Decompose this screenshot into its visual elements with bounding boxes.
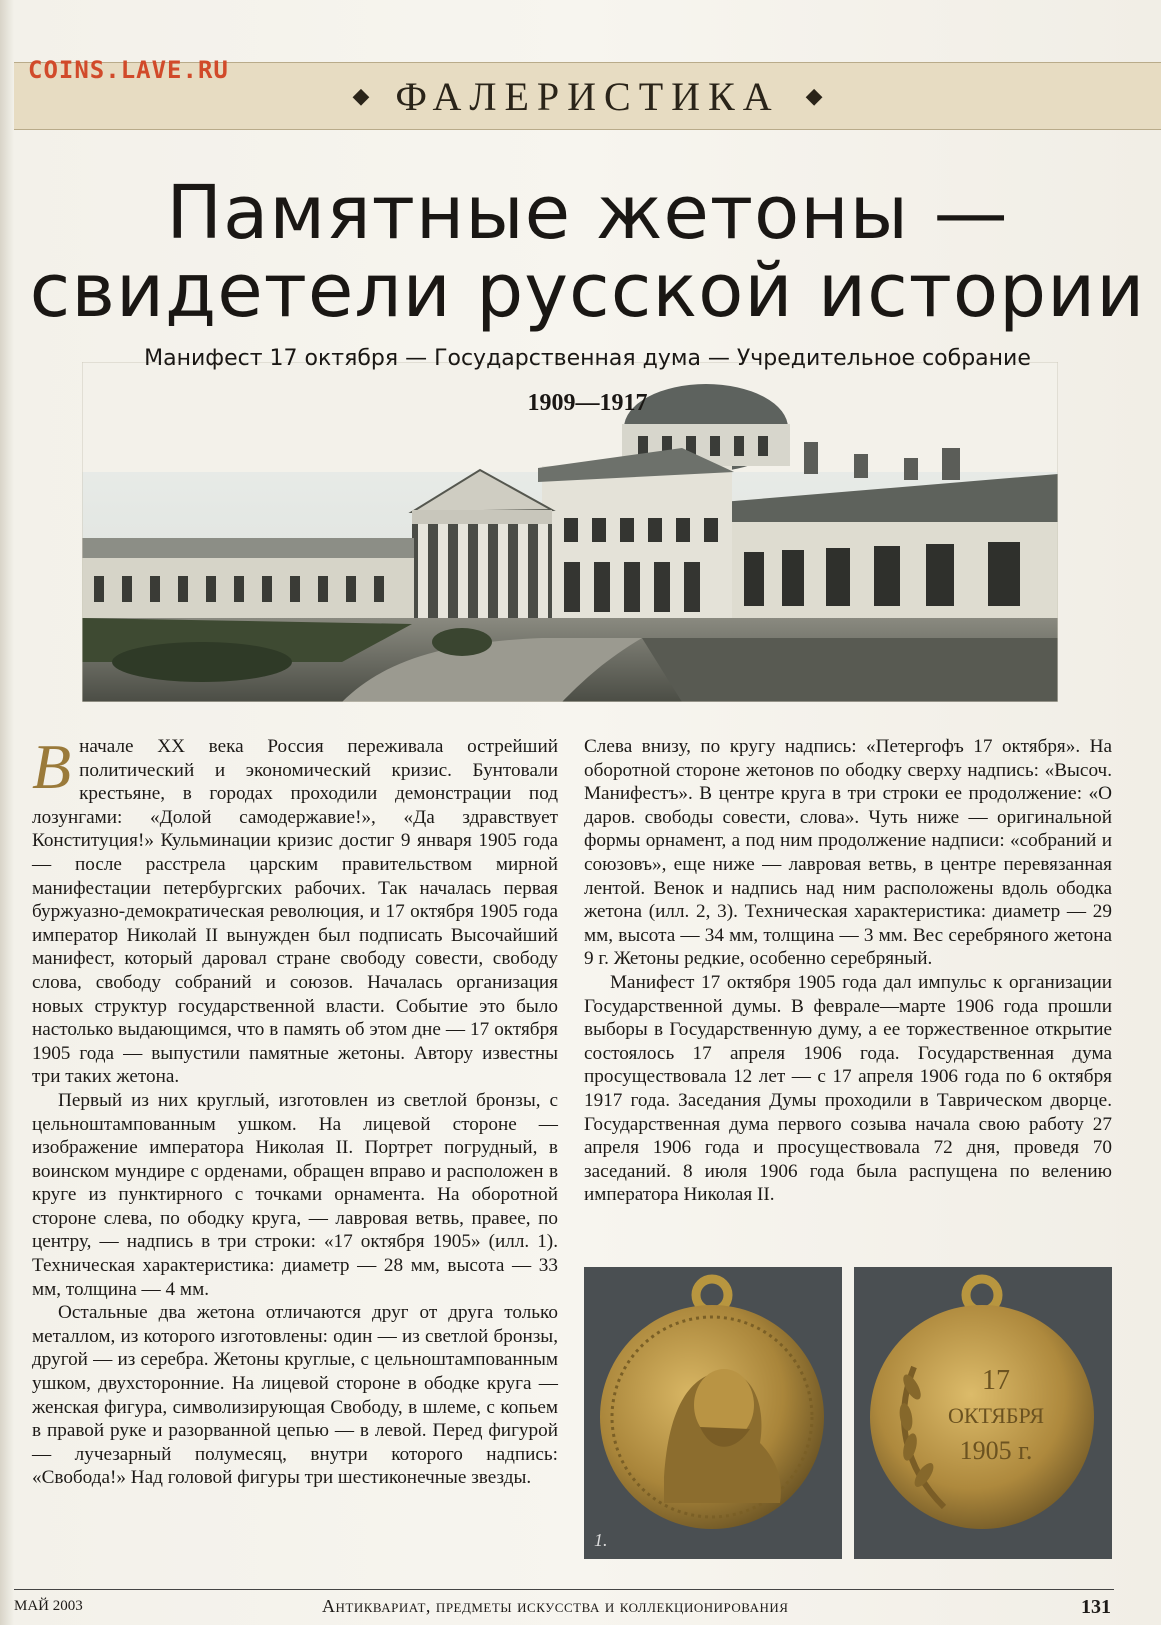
coin-obverse-image (584, 1267, 842, 1559)
coin-reverse-text-1: 17 (982, 1365, 1010, 1396)
paragraph: Слева внизу, по кругу надпись: «Петергофъ 17 октября». На оборотной стороне жетонов по ободку сверху надпись: «Высоч. Манифестъ». В центре круга в три строки ее продолжение: «О даров. свободы совести, слова». Чуть ниже — оригинальной формы орнамент, а под ним продолжение надписи: «собраний и союзовъ», еще ниже — лавровая ветвь, в центре перевязанная лентой. Венок и надпись над ним расположены вдоль ободка жетона (илл. 2, 3). Техническая характеристика: диаметр — 29 мм, высота — 34 мм, толщина — 3 мм. Вес серебряного жетона 9 г. Жетоны редкие, особенно серебряный. (584, 736, 1112, 970)
paragraph-text: начале XX века Россия переживала острейший политический и экономический кризис. Бунтовали крестьяне, в городах проходили демонстрации под лозунгами: «Долой самодержавие!», «Да здравствует Конституция!» Кульминации кризис достиг 9 января 1905 года — после расстрела царским правительством мирной манифестации петербургских рабочих. Так началась первая буржуазно-демократическая революция, и 17 октября 1905 года император Николай II вынужден был подписать Высочайший манифест, который даровал стране свободу совести, свободу слова, свободу собраний и союзов. Началась организация новых структур государственной власти. Событие это было настолько выдающимся, что в память об этом дне — 17 октября 1905 года — выпустили памятные жетоны. Автору известны три таких жетона. (32, 736, 558, 1088)
article-subtitle: Манифест 17 октября — Государственная дума — Учредительное собрание (144, 346, 1031, 371)
drop-cap: В (32, 731, 72, 802)
footer-rule (14, 1589, 1114, 1590)
coin-photo-reverse (854, 1267, 1112, 1559)
illustration-number: 1. (594, 1530, 608, 1550)
diamond-right-icon: ◆ (805, 83, 823, 109)
text-column-left (32, 731, 558, 1490)
coin-reverse-text-3: 1905 г. (959, 1436, 1033, 1465)
paragraph: Манифест 17 октября 1905 года дал импульс к организации Государственной думы. В феврале—марте 1906 года прошли выборы в Государственную думу, а ее торжественное открытие состоялось 17 апреля 1906 года. Государственная дума просуществовала 12 лет — с 17 апреля 1906 года по 6 октября 1917 года. Заседания Думы проходили в Таврическом дворце. Государственная дума первого созыва начала свою работу 27 апреля 1906 года и просуществовала 72 дня, проведя 70 заседаний. 8 июля 1906 года была распущена по велению императора Николая II. (584, 971, 1112, 1206)
paragraph (32, 731, 558, 1089)
coin-reverse-text-2: ОКТЯБРЯ (948, 1403, 1044, 1428)
page-number: 131 (1081, 1596, 1111, 1618)
article-years: 1909—1917 (527, 390, 648, 416)
article-title-line-1: Памятные жетоны — (166, 170, 1009, 256)
coin-photo-obverse (584, 1267, 842, 1559)
article-title-line-2: свидетели русской истории (29, 248, 1146, 334)
diamond-left-icon: ◆ (352, 83, 370, 109)
section-title: ФАЛЕРИСТИКА (395, 73, 780, 119)
footer-magazine-title: Антиквариат, предметы искусства и коллекционирования (322, 1596, 789, 1616)
paragraph: Первый из них круглый, изготовлен из светлой бронзы, с цельноштампованным ушком. На лицевой стороне — изображение императора Николая II. Портрет погрудный, в воинском мундире с орденами, обращен вправо и расположен в круге из пунктирного с точками орнамента. На оборотной стороне слева, по ободку круга, — лавровая ветвь, правее, по центру, — надпись в три строки: «17 октября 1905» (илл. 1). Техническая характеристика: диаметр — 28 мм, высота — 33 мм, толщина — 4 мм. (32, 1089, 558, 1300)
text-column-right (584, 735, 1112, 1207)
paragraph: Остальные два жетона отличаются друг от друга только металлом, из которого изготовлены: один — из светлой бронзы, другой — из серебра. Жетоны круглые, с цельноштампованным ушком, двухсторонние. На лицевой стороне в ободке круга — женская фигура, символизирующая Свободу, в шлеме, с копьем в правой руке и разорванной цепью — в левой. Перед фигурой — лучезарный полумесяц, внутри которого надпись: «Свобода!» Над головой фигуры три шестиконечные звезды. (32, 1302, 558, 1489)
page-footer (0, 1596, 1161, 1620)
watermark: COINS.LAVE.RU (28, 56, 229, 84)
footer-issue: МАЙ 2003 (14, 1598, 83, 1614)
coin-reverse-image (854, 1267, 1112, 1559)
